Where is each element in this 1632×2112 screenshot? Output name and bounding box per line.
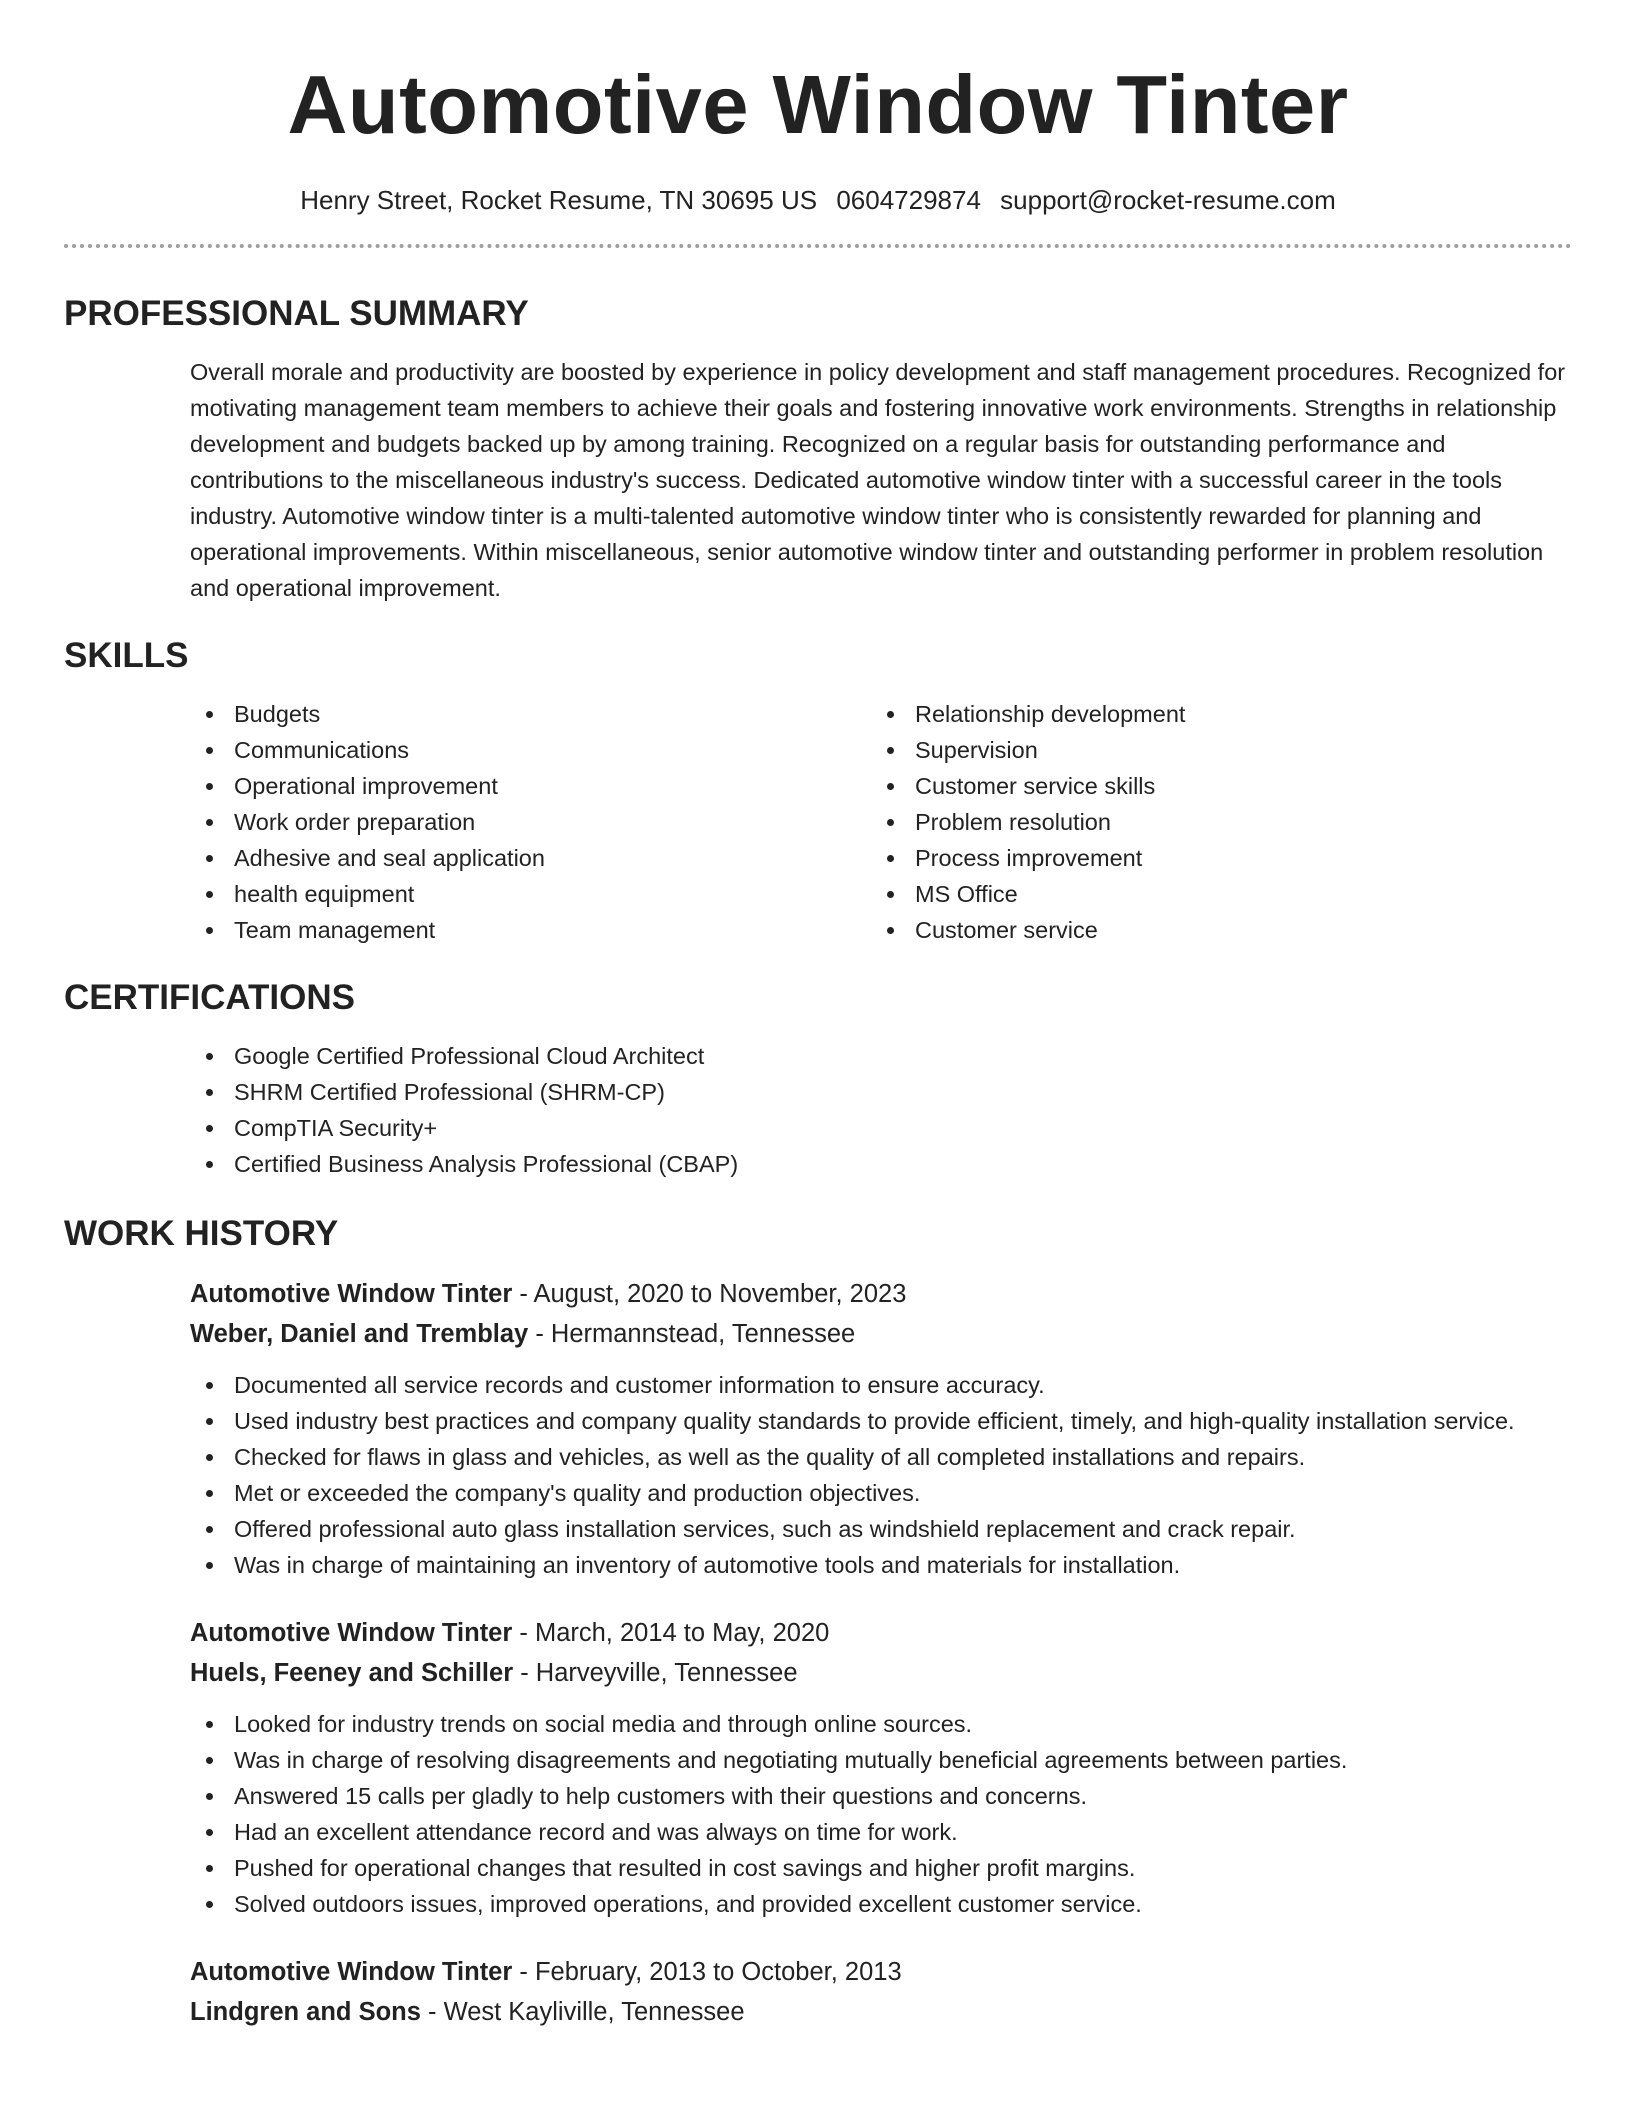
job-bullet: Documented all service records and customer information to ensure accuracy. [190,1367,1572,1403]
job-role: Automotive Window Tinter [190,1280,513,1308]
skill-item: Process improvement [871,840,1552,876]
job-bullets [190,1706,1572,1922]
skill-item: health equipment [190,876,871,912]
skill-item: Budgets [190,696,871,732]
job-bullet: Was in charge of resolving disagreements and negotiating mutually beneficial agreements between parties. [190,1742,1572,1778]
job-role: Automotive Window Tinter [190,1619,513,1647]
job-company-line [190,1653,1572,1693]
job-dates: - August, 2020 to November, 2023 [512,1280,907,1308]
job-dates: - February, 2013 to October, 2013 [512,1958,902,1986]
job-company: Weber, Daniel and Tremblay [190,1320,529,1348]
job-location: - West Kayliville, Tennessee [420,1998,745,2026]
skill-item: Operational improvement [190,768,871,804]
contact-line [64,183,1572,217]
job-location: - Harveyville, Tennessee [513,1659,798,1687]
job-company-line [190,1992,1572,2032]
skills-grid [190,696,1572,948]
job-bullet: Had an excellent attendance record and was always on time for work. [190,1814,1572,1850]
job-role: Automotive Window Tinter [190,1958,513,1986]
certification-item: CompTIA Security+ [190,1110,1572,1146]
skill-item: Customer service skills [871,768,1552,804]
certifications-heading: CERTIFICATIONS [64,978,356,1017]
certifications-list [190,1038,1572,1182]
skill-item: Problem resolution [871,804,1552,840]
job-entry [190,1952,1572,2032]
contact-address: Henry Street, Rocket Resume, TN 30695 US [300,185,818,215]
job-bullet: Met or exceeded the company's quality and production objectives. [190,1475,1572,1511]
job-title-line [190,1952,1572,1992]
skills-list-right [871,696,1552,948]
job-bullet: Answered 15 calls per gladly to help customers with their questions and concerns. [190,1778,1572,1814]
resume-page [64,0,1572,2032]
job-entry [190,1274,1572,1583]
certification-item: Certified Business Analysis Professional (CBAP) [190,1146,1572,1182]
job-bullet: Was in charge of maintaining an inventory of automotive tools and materials for installation. [190,1547,1572,1583]
skills-column-right [871,696,1552,948]
job-company: Huels, Feeney and Schiller [190,1659,514,1687]
job-bullet: Solved outdoors issues, improved operations, and provided excellent customer service. [190,1886,1572,1922]
certification-item: Google Certified Professional Cloud Architect [190,1038,1572,1074]
skills-list-left [190,696,871,948]
skill-item: MS Office [871,876,1552,912]
job-entry [190,1613,1572,1922]
certification-item: SHRM Certified Professional (SHRM-CP) [190,1074,1572,1110]
job-bullet: Looked for industry trends on social media and through online sources. [190,1706,1572,1742]
skill-item: Supervision [871,732,1552,768]
work-history-heading: WORK HISTORY [64,1214,339,1253]
header-divider [64,244,1572,248]
job-title-line [190,1274,1572,1314]
job-bullet: Checked for flaws in glass and vehicles, as well as the quality of all completed installations and repairs. [190,1439,1572,1475]
skill-item: Team management [190,912,871,948]
skills-column-left [190,696,871,948]
job-bullet: Pushed for operational changes that resulted in cost savings and higher profit margins. [190,1850,1572,1886]
skill-item: Customer service [871,912,1552,948]
skill-item: Work order preparation [190,804,871,840]
resume-name: Automotive Window Tinter [287,58,1349,151]
skill-item: Adhesive and seal application [190,840,871,876]
job-bullet: Used industry best practices and company quality standards to provide efficient, timely, and high-quality installation service. [190,1403,1572,1439]
contact-phone: 0604729874 [836,185,981,215]
job-company-line [190,1314,1572,1354]
job-location: - Hermannstead, Tennessee [528,1320,856,1348]
job-bullets [190,1367,1572,1583]
skill-item: Communications [190,732,871,768]
skills-heading: SKILLS [64,636,189,675]
skill-item: Relationship development [871,696,1552,732]
job-company: Lindgren and Sons [190,1998,421,2026]
job-bullet: Offered professional auto glass installation services, such as windshield replacement and crack repair. [190,1511,1572,1547]
job-title-line [190,1613,1572,1653]
summary-text: Overall morale and productivity are boosted by experience in policy development and staff management procedures. Recognized for motivating management team members to achieve their goals and fostering innovative work environments. Strengths in relationship development and budgets backed up by among training. Recognized on a regular basis for outstanding performance and contributions to the miscellaneous industry's success. Dedicated automotive window tinter with a successful career in the tools industry. Automotive window tinter is a multi-talented automotive window tinter who is consistently rewarded for planning and operational improvements. Within miscellaneous, senior automotive window tinter and outstanding performer in problem resolution and operational improvement. [190,359,1566,601]
job-dates: - March, 2014 to May, 2020 [512,1619,830,1647]
contact-email: support@rocket-resume.com [1000,185,1336,215]
summary-heading: PROFESSIONAL SUMMARY [64,294,529,333]
